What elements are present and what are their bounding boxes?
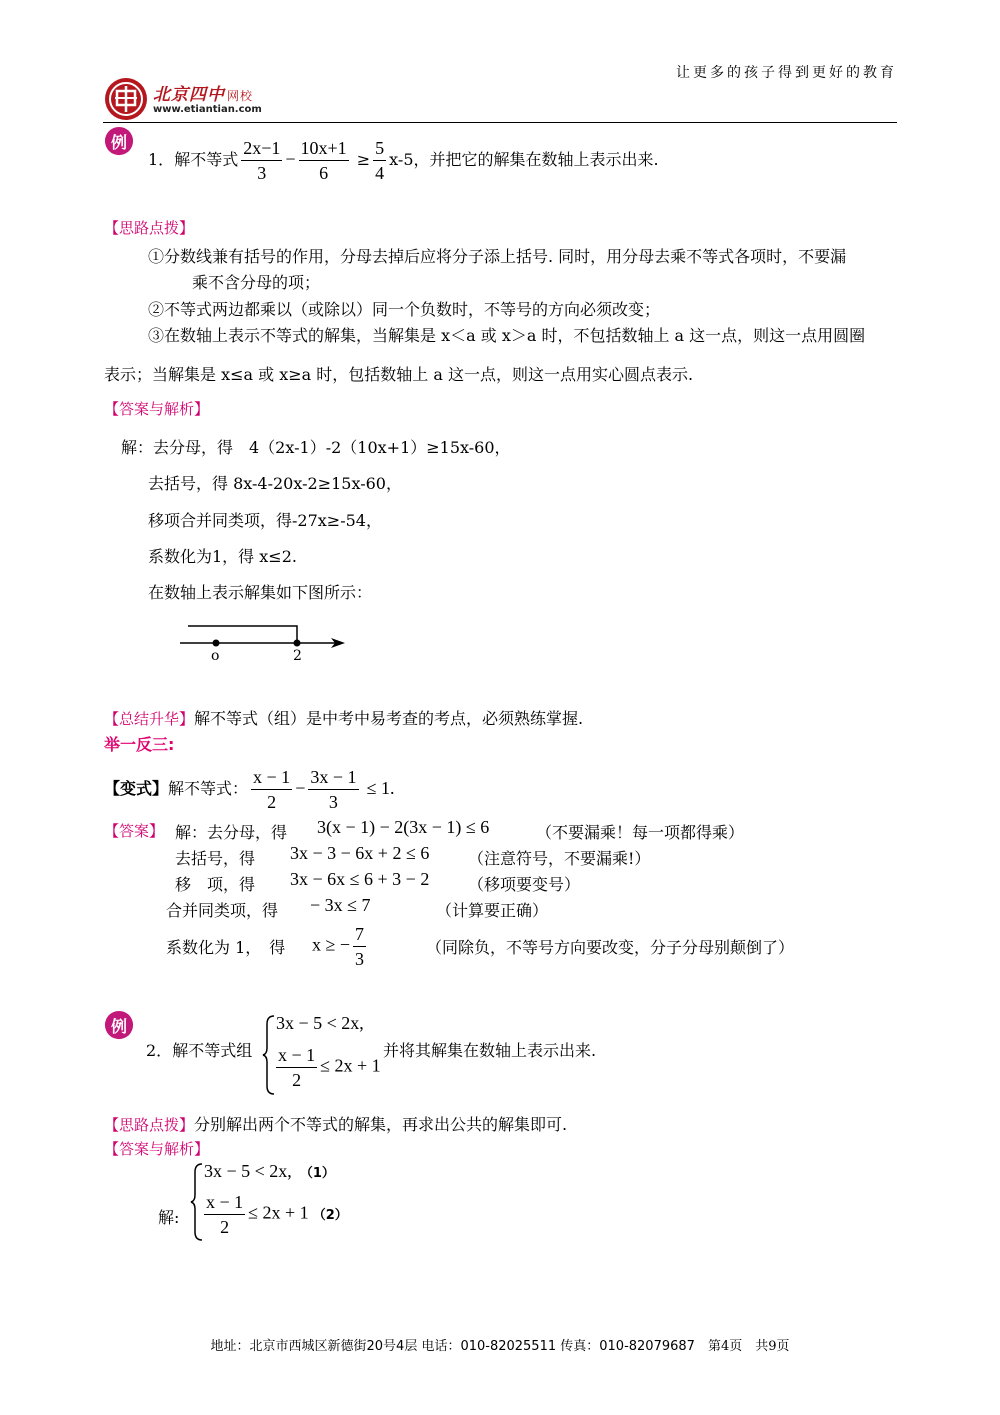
system-brace-icon (262, 1014, 276, 1096)
answer2-ineq2: $\frac{x - 1}{2}$ ≤ 2x + 1 （2） (206, 1192, 348, 1237)
hint1-line1: ①分数线兼有括号的作用，分母去掉后应将分子添上括号. 同时，用分母去乘不等式各项时，不要漏 (148, 247, 847, 266)
header-slogan: 让更多的孩子得到更好的教育 (676, 65, 897, 81)
variant-answer-tag: 【答案】 (104, 822, 165, 840)
variant-r4-note: （计算要正确） (436, 901, 549, 920)
example2-prefix: 2．解不等式组 (146, 1041, 253, 1060)
answer2-label: 解: (158, 1208, 180, 1227)
footer (0, 1335, 1000, 1354)
variant-r5-math: x ≥ − $\frac{7}{3}$ (312, 924, 365, 969)
hint1-line1b: 乘不含分母的项； (192, 273, 321, 292)
variant-r3-math: 3x − 6x ≤ 6 + 3 − 2 (290, 869, 430, 889)
answer1-step4: 系数化为1，得 x≤2. (148, 547, 297, 566)
variant-question: 【变式】解不等式： $\frac{x - 1}{2}$ − $\frac{3x - 1}{3}$ ≤ 1. (104, 767, 395, 812)
footer-page: 第4页 共9页 (707, 1339, 790, 1354)
example2-ineq1: 3x − 5 < 2x, (276, 1013, 364, 1033)
hint1-tag: 【思路点拨】 (104, 219, 195, 237)
variant-r3-note: （移项要变号） (468, 875, 581, 894)
example1-question: 1．解不等式 $\frac{2x-1}{3}$ − $\frac{10x+1}{6}$ ≥ $\frac{5}{4}$ x-5，并把它的解集在数轴上表示出来. (148, 138, 659, 183)
hint1-line2: ②不等式两边都乘以（或除以）同一个负数时，不等号的方向必须改变； (148, 300, 661, 319)
answer1-step5: 在数轴上表示解集如下图所示： (148, 583, 373, 602)
solid-point-2 (294, 640, 301, 647)
logo-url: www.etiantian.com (153, 104, 262, 115)
variant-r3-label: 移 项，得 (175, 875, 256, 894)
answer2-tag: 【答案与解析】 (104, 1140, 210, 1158)
footer-address: 地址：北京市西城区新德街20号4层 电话：010-82025511 传真：010-82079687 (210, 1339, 695, 1354)
answer1-step3: 移项合并同类项，得-27x≥-54， (148, 511, 382, 530)
example-badge-2: 例 (104, 1010, 134, 1044)
extension-title: 举一反三: (104, 735, 175, 754)
number-line (175, 620, 355, 670)
answer1-step1: 解：去分母，得 4（2x-1）-2（10x+1）≥15x-60， (121, 438, 511, 457)
answer1-step2: 去括号，得 8x-4-20x-2≥15x-60， (148, 474, 402, 493)
variant-r1-math: 3(x − 1) − 2(3x − 1) ≤ 6 (317, 817, 490, 837)
variant-r4-math: − 3x ≤ 7 (310, 895, 371, 915)
example2-suffix: 并将其解集在数轴上表示出来. (383, 1041, 597, 1060)
variant-r2-label: 去括号，得 (175, 849, 256, 868)
variant-r4-label: 合并同类项，得 (166, 901, 279, 920)
axis-label-2: 2 (293, 648, 302, 664)
answer2-ineq1: 3x − 5 < 2x, （1） (204, 1161, 335, 1181)
hint1-line4: 表示；当解集是 x≤a 或 x≥a 时，包括数轴上 a 这一点，则这一点用实心圆点表示. (104, 365, 694, 384)
variant-r5-note: （同除负，不等号方向要改变，分子分母别颠倒了） (426, 938, 795, 957)
origin-point (213, 640, 220, 647)
logo-icon (103, 76, 149, 122)
answer2-brace-icon (190, 1162, 204, 1242)
variant-r2-note: （注意符号，不要漏乘!） (468, 849, 651, 868)
variant-r1-label: 解：去分母，得 (175, 823, 288, 842)
hint2: 【思路点拨】分别解出两个不等式的解集，再求出公共的解集即可. (104, 1115, 568, 1134)
variant-r2-math: 3x − 3 − 6x + 2 ≤ 6 (290, 843, 430, 863)
axis-label-origin: o (211, 648, 220, 664)
summary: 【总结升华】解不等式（组）是中考中易考查的考点，必须熟练掌握. (104, 709, 584, 728)
variant-r5-label: 系数化为 1， 得 (166, 938, 286, 957)
header-divider (103, 122, 897, 123)
example2-ineq2: $\frac{x - 1}{2}$ ≤ 2x + 1 (278, 1045, 381, 1090)
example-badge-1: 例 (104, 126, 134, 160)
variant-r1-note: （不要漏乘！每一项都得乘） (536, 823, 745, 842)
logo-name: 北京四中 网校 (153, 85, 254, 105)
hint1-line3: ③在数轴上表示不等式的解集，当解集是 x＜a 或 x＞a 时，不包括数轴上 a 这一点，则这一点用圆圈 (148, 326, 866, 345)
answer1-tag: 【答案与解析】 (104, 400, 210, 418)
solution-bracket (188, 626, 297, 643)
